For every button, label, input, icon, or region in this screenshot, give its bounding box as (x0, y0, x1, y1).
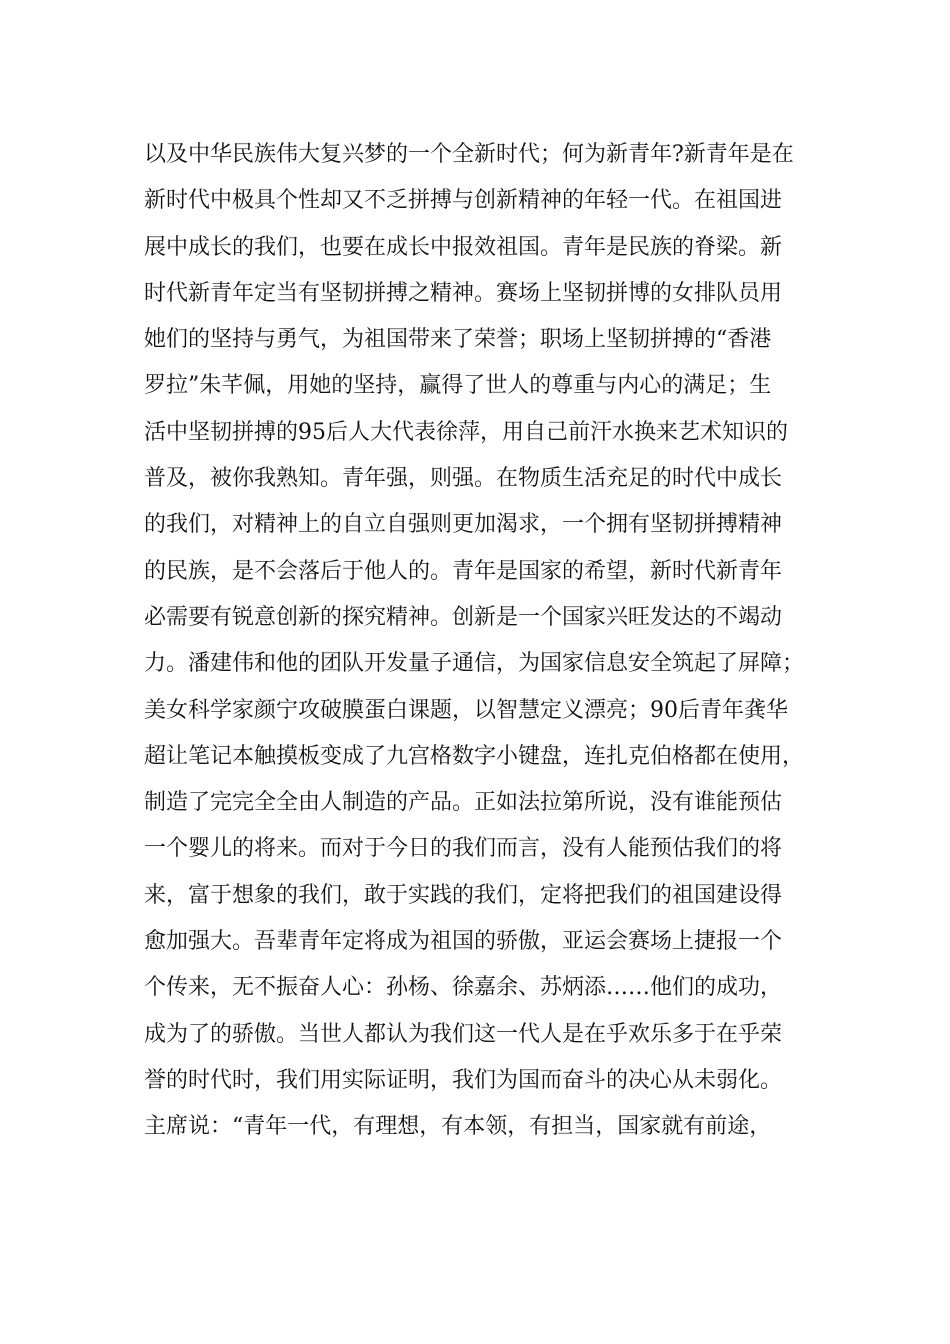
text-line-7: 活中坚韧拼搏的95后人大代表徐萍，用自己前汗水换来艺术知识的 (144, 419, 788, 445)
text-line-1: 以及中华民族伟大复兴梦的一个全新时代；何为新青年?新青年是在 (144, 142, 794, 167)
text-line-18: 愈加强大。吾辈青年定将成为祖国的骄傲，亚运会赛场上捷报一个 (144, 929, 783, 955)
text-line-17: 来，富于想象的我们，敢于实践的我们，定将把我们的祖国建设得 (144, 882, 783, 908)
text-line-5: 她们的坚持与勇气，为祖国带来了荣誉；职场上坚韧拼搏的“香港 (144, 327, 772, 353)
text-line-15: 制造了完完全全由人制造的产品。正如法拉第所说，没有谁能预估 (144, 790, 783, 816)
text-line-16: 一个婴儿的将来。而对于今日的我们而言，没有人能预估我们的将 (144, 836, 783, 862)
text-line-22: 主席说：“青年一代，有理想，有本领，有担当，国家就有前途， (144, 1114, 772, 1140)
text-line-20: 成为了的骄傲。当世人都认为我们这一代人是在乎欢乐多于在乎荣 (144, 1021, 783, 1047)
text-line-8: 普及，被你我熟知。青年强，则强。在物质生活充足的时代中成长 (144, 466, 783, 492)
text-line-11: 必需要有锐意创新的探究精神。创新是一个国家兴旺发达的不竭动 (144, 604, 783, 630)
text-line-21: 誉的时代时，我们用实际证明，我们为国而奋斗的决心从未弱化。 (144, 1067, 783, 1093)
text-line-14: 超让笔记本触摸板变成了九宫格数字小键盘，连扎克伯格都在使用， (144, 743, 805, 769)
text-line-12: 力。潘建伟和他的团队开发量子通信，为国家信息安全筑起了屏障； (144, 651, 805, 677)
text-line-3: 展中成长的我们，也要在成长中报效祖国。青年是民族的脊梁。新 (144, 234, 783, 260)
text-line-2: 新时代中极具个性却又不乏拼搏与创新精神的年轻一代。在祖国进 (144, 188, 783, 214)
text-line-10: 的民族，是不会落后于他人的。青年是国家的希望，新时代新青年 (144, 558, 783, 584)
text-line-6: 罗拉”朱芊佩，用她的坚持，赢得了世人的尊重与内心的满足；生 (144, 373, 772, 399)
text-line-4: 时代新青年定当有坚韧拼搏之精神。赛场上坚韧拼博的女排队员用 (144, 280, 783, 306)
text-line-9: 的我们，对精神上的自立自强则更加渴求，一个拥有坚韧拼搏精神 (144, 512, 783, 538)
text-line-19: 个传来，无不振奋人心：孙杨、徐嘉余、苏炳添……他们的成功， (144, 975, 783, 1001)
text-line-13: 美女科学家颜宁攻破膜蛋白课题，以智慧定义漂亮；90后青年龚华 (144, 697, 788, 723)
body-paragraph (144, 132, 814, 1151)
